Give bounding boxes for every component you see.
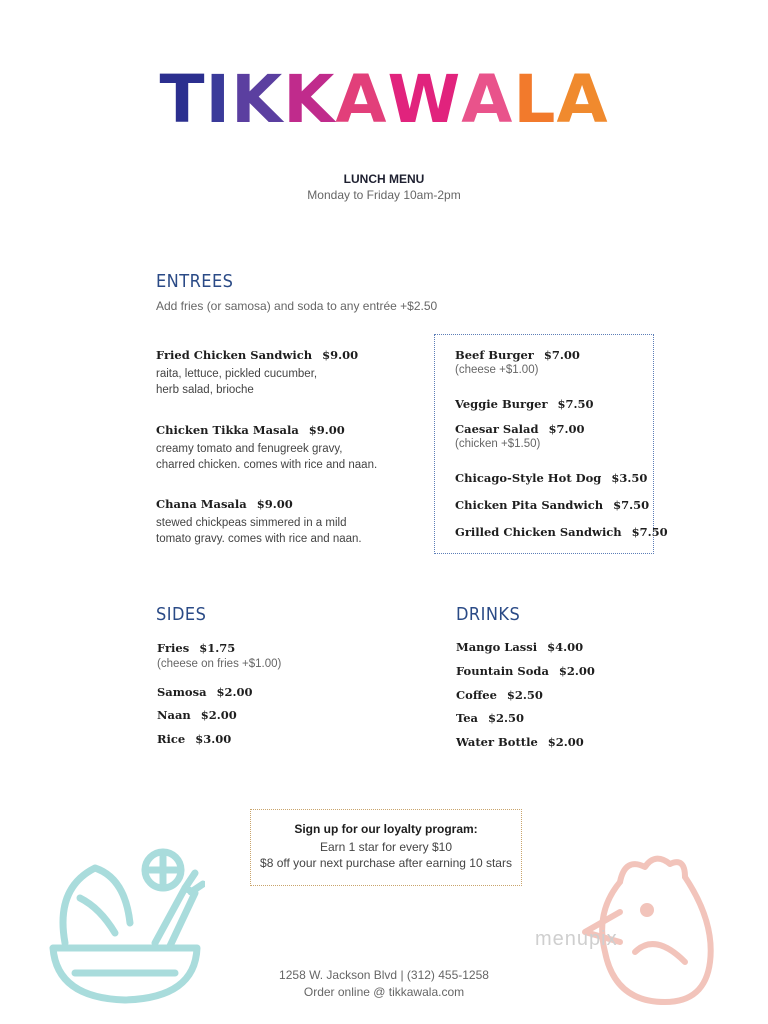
drink-item bbox=[456, 711, 524, 725]
item-price: $2.50 bbox=[488, 711, 525, 725]
item-name: Beef Burger bbox=[455, 348, 534, 362]
boxed-item bbox=[455, 422, 585, 450]
loyalty-line: $8 off your next purchase after earning 10 stars bbox=[260, 856, 512, 870]
chicken-comb bbox=[620, 859, 685, 882]
item-name: Coffee bbox=[456, 688, 497, 702]
item-name: Rice bbox=[157, 732, 186, 746]
item-price: $1.75 bbox=[199, 641, 236, 655]
item-name: Grilled Chicken Sandwich bbox=[455, 525, 622, 539]
item-price: $7.50 bbox=[613, 498, 650, 512]
logo-letter: L bbox=[513, 61, 557, 138]
item-description: stewed chickpeas simmered in a mild bbox=[156, 517, 347, 529]
entree-item bbox=[156, 423, 426, 473]
item-name: Caesar Salad bbox=[455, 422, 539, 436]
item-price: $3.50 bbox=[611, 471, 648, 485]
item-description: creamy tomato and fenugreek gravy, bbox=[156, 443, 343, 455]
carrot-top bbox=[185, 873, 203, 892]
item-description: tomato gravy. comes with rice and naan. bbox=[156, 533, 362, 545]
loyalty-heading: Sign up for our loyalty program: bbox=[294, 822, 478, 836]
boxed-item bbox=[455, 498, 649, 512]
item-price: $7.50 bbox=[631, 525, 668, 539]
logo-letter: A bbox=[335, 61, 388, 138]
footer-address: 1258 W. Jackson Blvd | (312) 455-1258 bbox=[279, 968, 489, 982]
item-addon: (cheese +$1.00) bbox=[455, 364, 539, 376]
side-item bbox=[157, 685, 253, 699]
logo-letter: T bbox=[159, 61, 206, 138]
item-name: Naan bbox=[157, 708, 191, 722]
menu-hours: Monday to Friday 10am-2pm bbox=[307, 188, 461, 202]
side-item bbox=[157, 732, 231, 746]
boxed-item bbox=[455, 525, 668, 539]
drink-item bbox=[456, 688, 543, 702]
item-name: Fries bbox=[157, 641, 190, 655]
drink-item bbox=[456, 735, 584, 749]
item-price: $4.00 bbox=[547, 640, 584, 654]
menu-title: LUNCH MENU bbox=[343, 172, 425, 186]
logo-letter: K bbox=[231, 61, 284, 138]
item-description: herb salad, brioche bbox=[156, 384, 254, 396]
item-price: $2.50 bbox=[506, 688, 543, 702]
boxed-item bbox=[455, 397, 594, 411]
item-price: $9.00 bbox=[256, 497, 293, 511]
item-price: $9.00 bbox=[322, 348, 359, 362]
item-name: Tea bbox=[456, 711, 479, 725]
item-name: Fountain Soda bbox=[456, 664, 549, 678]
watermark: menupix bbox=[535, 928, 618, 950]
item-price: $7.00 bbox=[543, 348, 580, 362]
logo-letter: W bbox=[387, 61, 462, 138]
leaf-vein bbox=[80, 898, 115, 933]
item-price: $9.00 bbox=[308, 423, 345, 437]
item-price: $2.00 bbox=[558, 664, 595, 678]
item-price: $2.00 bbox=[547, 735, 584, 749]
item-name: Chicken Pita Sandwich bbox=[455, 498, 604, 512]
item-name: Water Bottle bbox=[456, 735, 538, 749]
item-price: $7.00 bbox=[548, 422, 585, 436]
item-name: Mango Lassi bbox=[456, 640, 538, 654]
item-name: Samosa bbox=[157, 685, 207, 699]
entree-item bbox=[156, 497, 426, 547]
brand-logo bbox=[0, 60, 768, 140]
chicken-wing bbox=[635, 944, 685, 962]
boxed-item bbox=[455, 348, 580, 376]
item-name: Veggie Burger bbox=[455, 397, 548, 411]
footer-order-online: Order online @ tikkawala.com bbox=[303, 985, 465, 999]
item-description: charred chicken. comes with rice and naan. bbox=[156, 459, 378, 471]
item-price: $7.50 bbox=[557, 397, 594, 411]
logo-letter: I bbox=[205, 61, 232, 138]
carrot-outline bbox=[155, 888, 195, 946]
drink-item bbox=[456, 640, 583, 654]
item-price: $3.00 bbox=[195, 732, 232, 746]
salad-bowl-icon bbox=[45, 848, 205, 1008]
entrees-heading: ENTREES bbox=[156, 271, 234, 292]
item-addon: (chicken +$1.50) bbox=[455, 438, 541, 450]
logo-letter: A bbox=[556, 61, 609, 138]
item-name: Chicken Tikka Masala bbox=[156, 423, 299, 437]
item-price: $2.00 bbox=[216, 685, 253, 699]
item-addon: (cheese on fries +$1.00) bbox=[157, 658, 282, 670]
entrees-note: Add fries (or samosa) and soda to any entrée +$2.50 bbox=[156, 299, 438, 313]
item-price: $2.00 bbox=[200, 708, 237, 722]
side-item bbox=[157, 641, 281, 670]
logo-letter: A bbox=[461, 61, 514, 138]
drinks-heading: DRINKS bbox=[456, 604, 521, 625]
entree-item bbox=[156, 348, 426, 398]
drink-item bbox=[456, 664, 595, 678]
item-description: raita, lettuce, pickled cucumber, bbox=[156, 368, 318, 380]
item-name: Fried Chicken Sandwich bbox=[156, 348, 313, 362]
sides-heading: SIDES bbox=[156, 604, 207, 625]
boxed-item bbox=[455, 471, 647, 485]
side-item bbox=[157, 708, 237, 722]
loyalty-box bbox=[250, 809, 522, 886]
loyalty-line: Earn 1 star for every $10 bbox=[319, 840, 453, 854]
chicken-eye bbox=[643, 906, 651, 914]
item-name: Chicago-Style Hot Dog bbox=[455, 471, 602, 485]
item-name: Chana Masala bbox=[156, 497, 247, 511]
logo-letter: K bbox=[283, 61, 336, 138]
